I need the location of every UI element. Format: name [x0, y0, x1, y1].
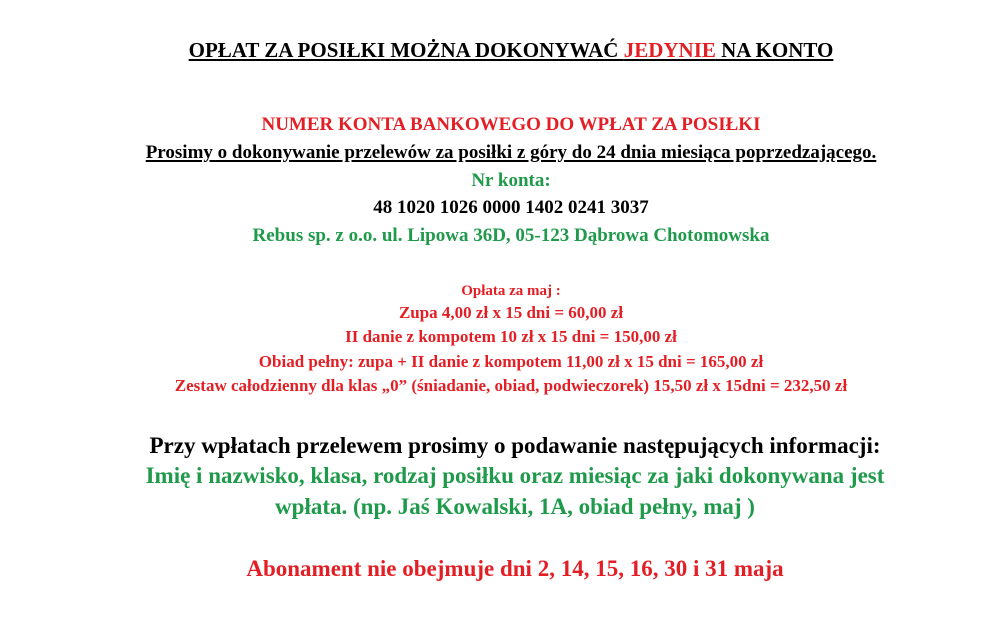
price-item: Zestaw całodzienny dla klas „0” (śniadanie, obiad, podwieczorek) 15,50 zł x 15dni = 232,50 zł: [174, 376, 848, 395]
info-line: Imię i nazwisko, klasa, rodzaj posiłku oraz miesiąc za jaki dokonywana jest: [145, 463, 885, 488]
info-line: wpłata. (np. Jaś Kowalski, 1A, obiad pełny, maj ): [275, 494, 755, 519]
payment-request: Prosimy o dokonywanie przelewów za posiłki z góry do 24 dnia miesiąca poprzedzającego.: [145, 142, 877, 163]
price-item: Obiad pełny: zupa + II danie z kompotem 11,00 zł x 15 dni = 165,00 zł: [258, 352, 764, 371]
page-title: [14, 40, 994, 61]
account-number-label: Nr konta:: [471, 170, 551, 191]
exclusion-notice: Abonament nie obejmuje dni 2, 14, 15, 16, 30 i 31 maja: [246, 556, 784, 581]
title-text-end: NA KONTO: [715, 38, 834, 62]
price-item: Zupa 4,00 zł x 15 dni = 60,00 zł: [398, 303, 624, 322]
info-heading: Przy wpłatach przelewem prosimy o podawanie następujących informacji:: [149, 433, 881, 458]
title-text-start: OPŁAT ZA POSIŁKI MOŻNA DOKONYWAĆ: [188, 38, 624, 62]
recipient-address: Rebus sp. z o.o. ul. Lipowa 36D, 05-123 Dąbrowa Chotomowska: [252, 225, 770, 246]
account-number: 48 1020 1026 0000 1402 0241 3037: [373, 197, 649, 218]
account-heading: NUMER KONTA BANKOWEGO DO WPŁAT ZA POSIŁKI: [261, 114, 761, 135]
price-item: II danie z kompotem 10 zł x 15 dni = 150,00 zł: [345, 327, 677, 346]
prices-heading: Opłata za maj :: [461, 283, 561, 299]
title-highlight: JEDYNIE: [623, 38, 716, 62]
